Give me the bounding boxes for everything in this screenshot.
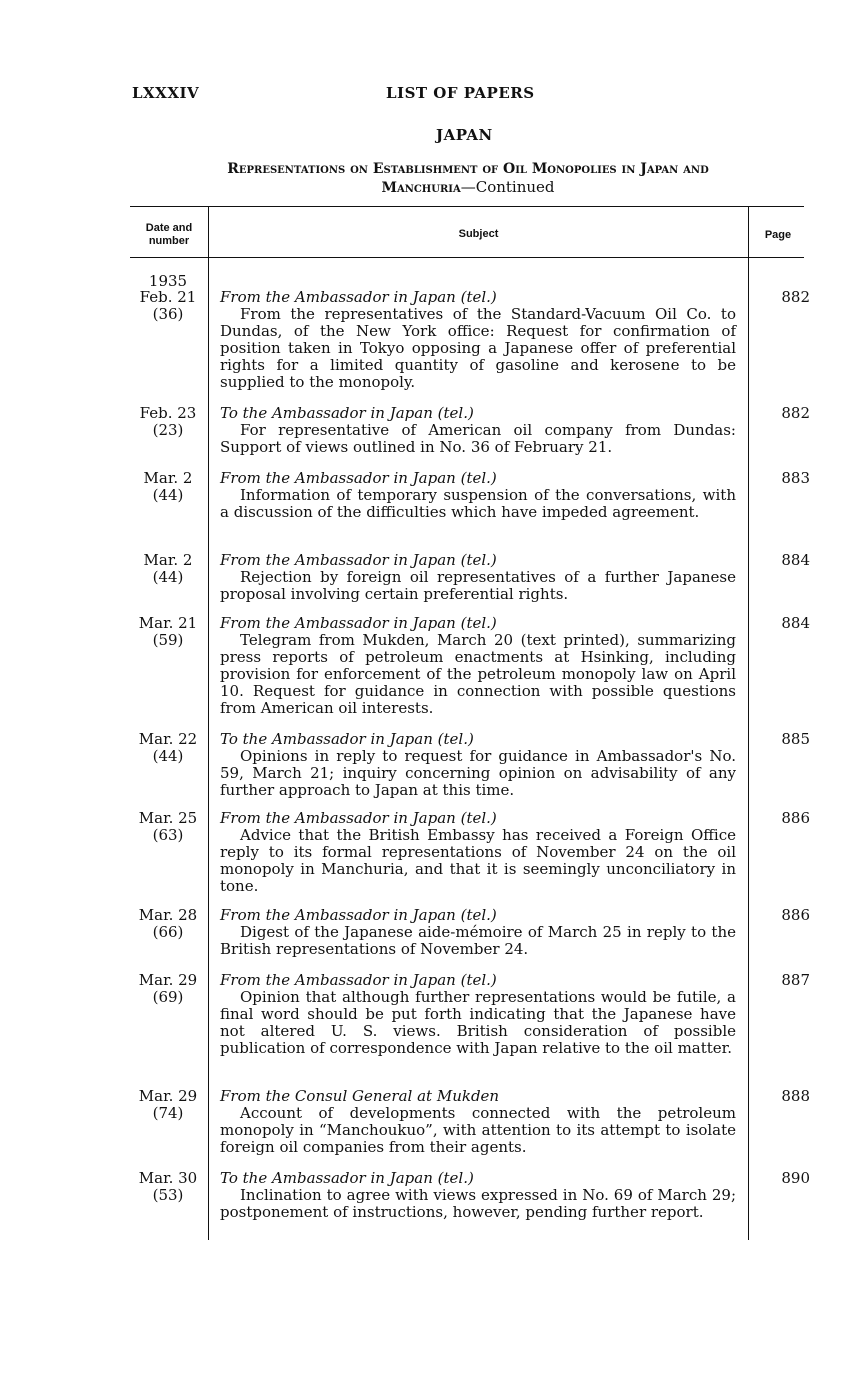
- entry-subject: [220, 405, 736, 456]
- entry-heading: From the Ambassador in Japan (tel.): [220, 288, 497, 306]
- column-divider-right: [748, 206, 749, 1240]
- entry-subject: [220, 1088, 736, 1156]
- entry-text: Inclination to agree with views expressed in No. 69 of March 29; postponement of instructions, however, pending further report.: [220, 1186, 736, 1221]
- entry-number: (36): [152, 305, 184, 323]
- entry-page: 887: [781, 971, 810, 989]
- entry-date: [130, 972, 206, 1006]
- column-head-subject: Subject: [458, 228, 499, 240]
- table-head-rule: [130, 257, 804, 258]
- entry-heading: To the Ambassador in Japan (tel.): [220, 1169, 474, 1187]
- column-head-date-line-1: Date and: [145, 222, 193, 234]
- section-title-continued: —Continued: [460, 178, 555, 196]
- entry-date: [130, 615, 206, 649]
- running-title: LIST OF PAPERS: [386, 84, 535, 102]
- country-heading: JAPAN: [436, 126, 493, 144]
- entry-text: Telegram from Mukden, March 20 (text printed), summarizing press reports of petroleum enactments at Hsinking, including provision for enforcement of the petroleum monopoly law on April 10. Request for guidance in connection with possible questions from American oil interests.: [220, 631, 736, 717]
- entry-subject: [220, 907, 736, 958]
- entry-date: [130, 1170, 206, 1204]
- entry-text: Digest of the Japanese aide-mémoire of March 25 in reply to the British representations of November 24.: [220, 923, 736, 958]
- entry-page: 886: [781, 809, 810, 827]
- entry-date: [130, 405, 206, 439]
- entry-date-text: Mar. 30: [138, 1169, 198, 1187]
- entry-subject: [220, 1170, 736, 1221]
- entry-date-text: Mar. 25: [138, 809, 198, 827]
- entry-date-text: Feb. 21: [139, 288, 197, 306]
- entry-page: 884: [781, 614, 810, 632]
- entry-date: [130, 907, 206, 941]
- entry-number: (69): [152, 988, 184, 1006]
- entry-date-text: Feb. 23: [139, 404, 197, 422]
- entry-page: 882: [781, 404, 810, 422]
- entry-text: Opinions in reply to request for guidance in Ambassador's No. 59, March 21; inquiry concerning opinion on advisability of any further approach to Japan at this time.: [220, 747, 736, 799]
- section-title-line-2: [132, 178, 804, 197]
- entry-heading: From the Ambassador in Japan (tel.): [220, 809, 497, 827]
- entry-subject: [220, 731, 736, 799]
- entry-number: (66): [152, 923, 184, 941]
- entry-date-text: Mar. 29: [138, 971, 198, 989]
- entry-date: [130, 1088, 206, 1122]
- entry-date: [130, 810, 206, 844]
- entry-page: 886: [781, 906, 810, 924]
- entry-number: (63): [152, 826, 184, 844]
- column-head-date-line-2: number: [148, 235, 190, 247]
- entry-subject: [220, 615, 736, 717]
- entry-heading: From the Ambassador in Japan (tel.): [220, 906, 497, 924]
- column-head-date: [130, 222, 208, 248]
- entry-text: Advice that the British Embassy has received a Foreign Office reply to its formal representations of November 24 on the oil monopoly in Manchuria, and that it is seemingly unconciliatory in tone.: [220, 826, 736, 895]
- entry-date: [130, 731, 206, 765]
- entry-subject: [220, 972, 736, 1057]
- entry-heading: From the Ambassador in Japan (tel.): [220, 971, 497, 989]
- entry-date-text: Mar. 21: [138, 614, 198, 632]
- section-title-manchuria: Manchuria: [381, 180, 461, 196]
- entry-heading: To the Ambassador in Japan (tel.): [220, 404, 474, 422]
- entry-text: Information of temporary suspension of the conversations, with a discussion of the difficulties which have impeded agreement.: [220, 486, 736, 521]
- entry-number: (59): [152, 631, 184, 649]
- entry-date-text: Mar. 22: [138, 730, 198, 748]
- entry-date: [130, 552, 206, 586]
- year-label: 1935: [148, 272, 188, 290]
- entry-number: (74): [152, 1104, 184, 1122]
- entry-text: Account of developments connected with the petroleum monopoly in “Manchoukuo”, with attention to its attempt to isolate foreign oil companies from their agents.: [220, 1104, 736, 1156]
- entry-date-text: Mar. 29: [138, 1087, 198, 1105]
- entry-number: (44): [152, 747, 184, 765]
- entry-subject: [220, 289, 736, 391]
- entry-text: Rejection by foreign oil representatives of a further Japanese proposal involving certain preferential rights.: [220, 568, 736, 603]
- entry-page: 883: [781, 469, 810, 487]
- section-title-line-1: Representations on Establishment of Oil Monopolies in Japan and: [227, 161, 709, 177]
- entry-date-text: Mar. 28: [138, 906, 198, 924]
- entry-number: (44): [152, 486, 184, 504]
- entry-date-text: Mar. 2: [143, 469, 193, 487]
- entry-page: 884: [781, 551, 810, 569]
- folio-number: LXXXIV: [132, 84, 200, 102]
- entry-heading: From the Ambassador in Japan (tel.): [220, 551, 497, 569]
- column-divider-left: [208, 206, 209, 1240]
- table-top-rule: [130, 206, 804, 207]
- entry-heading: From the Ambassador in Japan (tel.): [220, 614, 497, 632]
- entry-heading: From the Consul General at Mukden: [220, 1087, 500, 1105]
- entry-text: From the representatives of the Standard-Vacuum Oil Co. to Dundas, of the New York office: Request for confirmation of position taken in Tokyo opposing a Japanese offer of preferential rights for a limited quantity of gasoline and kerosene to be supplied to the monopoly.: [220, 305, 736, 391]
- entry-date: [130, 470, 206, 504]
- entry-number: (44): [152, 568, 184, 586]
- entry-subject: [220, 552, 736, 603]
- entry-text: For representative of American oil company from Dundas: Support of views outlined in No. 36 of February 21.: [220, 421, 736, 456]
- entry-page: 890: [781, 1169, 810, 1187]
- entry-number: (23): [152, 421, 184, 439]
- entry-subject: [220, 470, 736, 521]
- entry-heading: From the Ambassador in Japan (tel.): [220, 469, 497, 487]
- entry-text: Opinion that although further representations would be futile, a final word should be put forth indicating that the Japanese have not altered U. S. views. British consideration of possible publication of correspondence with Japan relative to the oil matter.: [220, 988, 736, 1057]
- entry-page: 888: [781, 1087, 810, 1105]
- entry-page: 885: [781, 730, 810, 748]
- column-head-page: Page: [764, 229, 792, 241]
- entry-heading: To the Ambassador in Japan (tel.): [220, 730, 474, 748]
- entry-date: [130, 289, 206, 323]
- section-title: [132, 160, 804, 197]
- entry-number: (53): [152, 1186, 184, 1204]
- entry-date-text: Mar. 2: [143, 551, 193, 569]
- entry-subject: [220, 810, 736, 895]
- entry-page: 882: [781, 288, 810, 306]
